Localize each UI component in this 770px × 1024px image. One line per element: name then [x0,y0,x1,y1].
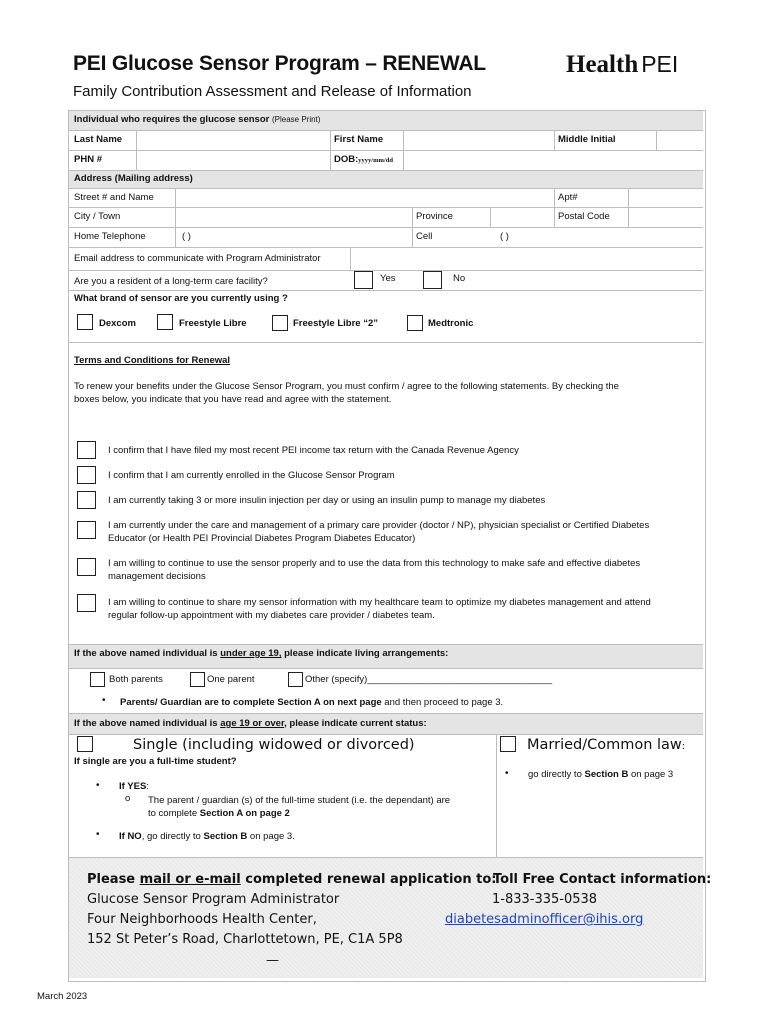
bullet: • [505,768,509,779]
ltc-question: Are you a resident of a long-term care facility? [74,276,268,287]
term-checkbox-share-info[interactable] [77,594,96,612]
married-note: go directly to Section B on page 3 [528,769,674,780]
apt-label: Apt# [558,192,578,203]
toll-free-phone: 1-833-335-0538 [492,892,598,907]
form-subtitle: Family Contribution Assessment and Release of Information [73,83,472,100]
if-yes-label: If YES: [119,781,149,792]
postal-code-label: Postal Code [558,211,610,222]
ltc-yes-label: Yes [380,273,396,284]
dob-label: DOB:yyyy/mm/dd [334,154,393,165]
freestyle-libre-label: Freestyle Libre [179,318,247,329]
term-text-insulin: I am currently taking 3 or more insulin injection per day or using an insulin pump to manage my diabetes [108,495,546,506]
address-line-3: 152 St Peter’s Road, Charlottetown, PE, C1A 5P8 [87,932,403,947]
individual-heading: Individual who requires the glucose sensor (Please Print) [74,114,321,125]
both-parents-checkbox[interactable] [90,672,105,687]
first-name-label: First Name [334,134,384,145]
one-parent-label: One parent [207,674,255,685]
term-checkbox-tax[interactable] [77,441,96,459]
terms-heading: Terms and Conditions for Renewal [74,355,231,366]
single-label: Single (including widowed or divorced) [133,737,415,753]
sub-bullet: o [125,793,131,804]
street-label: Street # and Name [74,192,154,203]
cell-area-code: ( ) [500,231,509,242]
middle-initial-label: Middle Initial [558,134,616,145]
medtronic-checkbox[interactable] [407,315,423,331]
freestyle-libre-2-checkbox[interactable] [272,315,288,331]
address-line-2: Four Neighborhoods Health Center, [87,912,317,927]
one-parent-checkbox[interactable] [190,672,205,687]
home-area-code: ( ) [182,231,191,242]
mail-instructions: Please mail or e-mail completed renewal application to: [87,872,497,887]
term-checkbox-care-provider[interactable] [77,521,96,539]
toll-free-heading: Toll Free Contact information: [493,872,712,887]
last-name-label: Last Name [74,134,123,145]
freestyle-libre-2-label: Freestyle Libre “2” [293,318,379,329]
footer-date: March 2023 [37,991,88,1002]
health-pei-logo: Health PEI [566,51,679,78]
bullet: • [102,695,106,706]
dash: — [266,953,279,968]
address-line-1: Glucose Sensor Program Administrator [87,892,340,907]
ltc-no-label: No [453,273,466,284]
form-title: PEI Glucose Sensor Program – RENEWAL [73,52,486,75]
dexcom-label: Dexcom [99,318,136,329]
term-text-care-provider: I am currently under the care and management of a primary care provider (doctor / NP), physician specialist or Certified Diabetes Educator (or Health PEI Provincial Diabetes Program Diabetes Educator) [108,520,650,544]
form-frame [68,110,706,982]
student-question: If single are you a full-time student? [74,756,237,767]
bullet: • [96,829,100,840]
parents-note: Parents/ Guardian are to complete Section A on next page and then proceed to page 3. [120,697,504,708]
sensor-question: What brand of sensor are you currently using ? [74,293,288,304]
home-telephone-label: Home Telephone [74,231,146,242]
term-checkbox-enrolled[interactable] [77,466,96,484]
under19-heading: If the above named individual is under age 19, please indicate living arrangements: [74,648,449,659]
if-no-instructions: If NO, go directly to Section B on page 3. [119,831,295,842]
email-label: Email address to communicate with Program Administrator [74,253,321,264]
ltc-no-checkbox[interactable] [423,271,442,289]
dexcom-checkbox[interactable] [77,314,93,330]
phn-label: PHN # [74,154,102,165]
if-yes-instructions: The parent / guardian (s) of the full-time student (i.e. the dependant) are to complete Section A on page 2 [148,795,451,819]
medtronic-label: Medtronic [428,318,474,329]
city-label: City / Town [74,211,121,222]
address-heading: Address (Mailing address) [74,173,193,184]
married-checkbox[interactable] [500,736,516,752]
single-checkbox[interactable] [77,736,93,752]
term-text-enrolled: I confirm that I am currently enrolled in the Glucose Sensor Program [108,470,395,481]
terms-intro: To renew your benefits under the Glucose Sensor Program, you must confirm / agree to the following statements. By checking the boxes below, you indicate that you have read and agree with the statement. [74,381,619,405]
term-checkbox-sensor-use[interactable] [77,558,96,576]
term-checkbox-insulin[interactable] [77,491,96,509]
other-specify-label: Other (specify)___________________________________ [305,674,553,685]
cell-label: Cell [416,231,433,242]
married-label: Married/Common law: [527,737,686,753]
bullet: • [96,780,100,791]
over19-heading: If the above named individual is age 19 or over, please indicate current status: [74,718,427,729]
freestyle-libre-checkbox[interactable] [157,314,173,330]
both-parents-label: Both parents [109,674,163,685]
province-label: Province [416,211,453,222]
term-text-share-info: I am willing to continue to share my sensor information with my healthcare team to optimize my diabetes management and attend regular follow-up appointment with my diabetes care provider / diabetes team. [108,597,651,621]
term-text-tax: I confirm that I have filed my most recent PEI income tax return with the Canada Revenue Agency [108,445,519,456]
term-text-sensor-use: I am willing to continue to use the sensor properly and to use the data from this technology to make safe and effective diabetes management decisions [108,558,641,582]
contact-email-link[interactable]: diabetesadminofficer@ihis.org [445,912,644,927]
ltc-yes-checkbox[interactable] [354,271,373,289]
other-checkbox[interactable] [288,672,303,687]
